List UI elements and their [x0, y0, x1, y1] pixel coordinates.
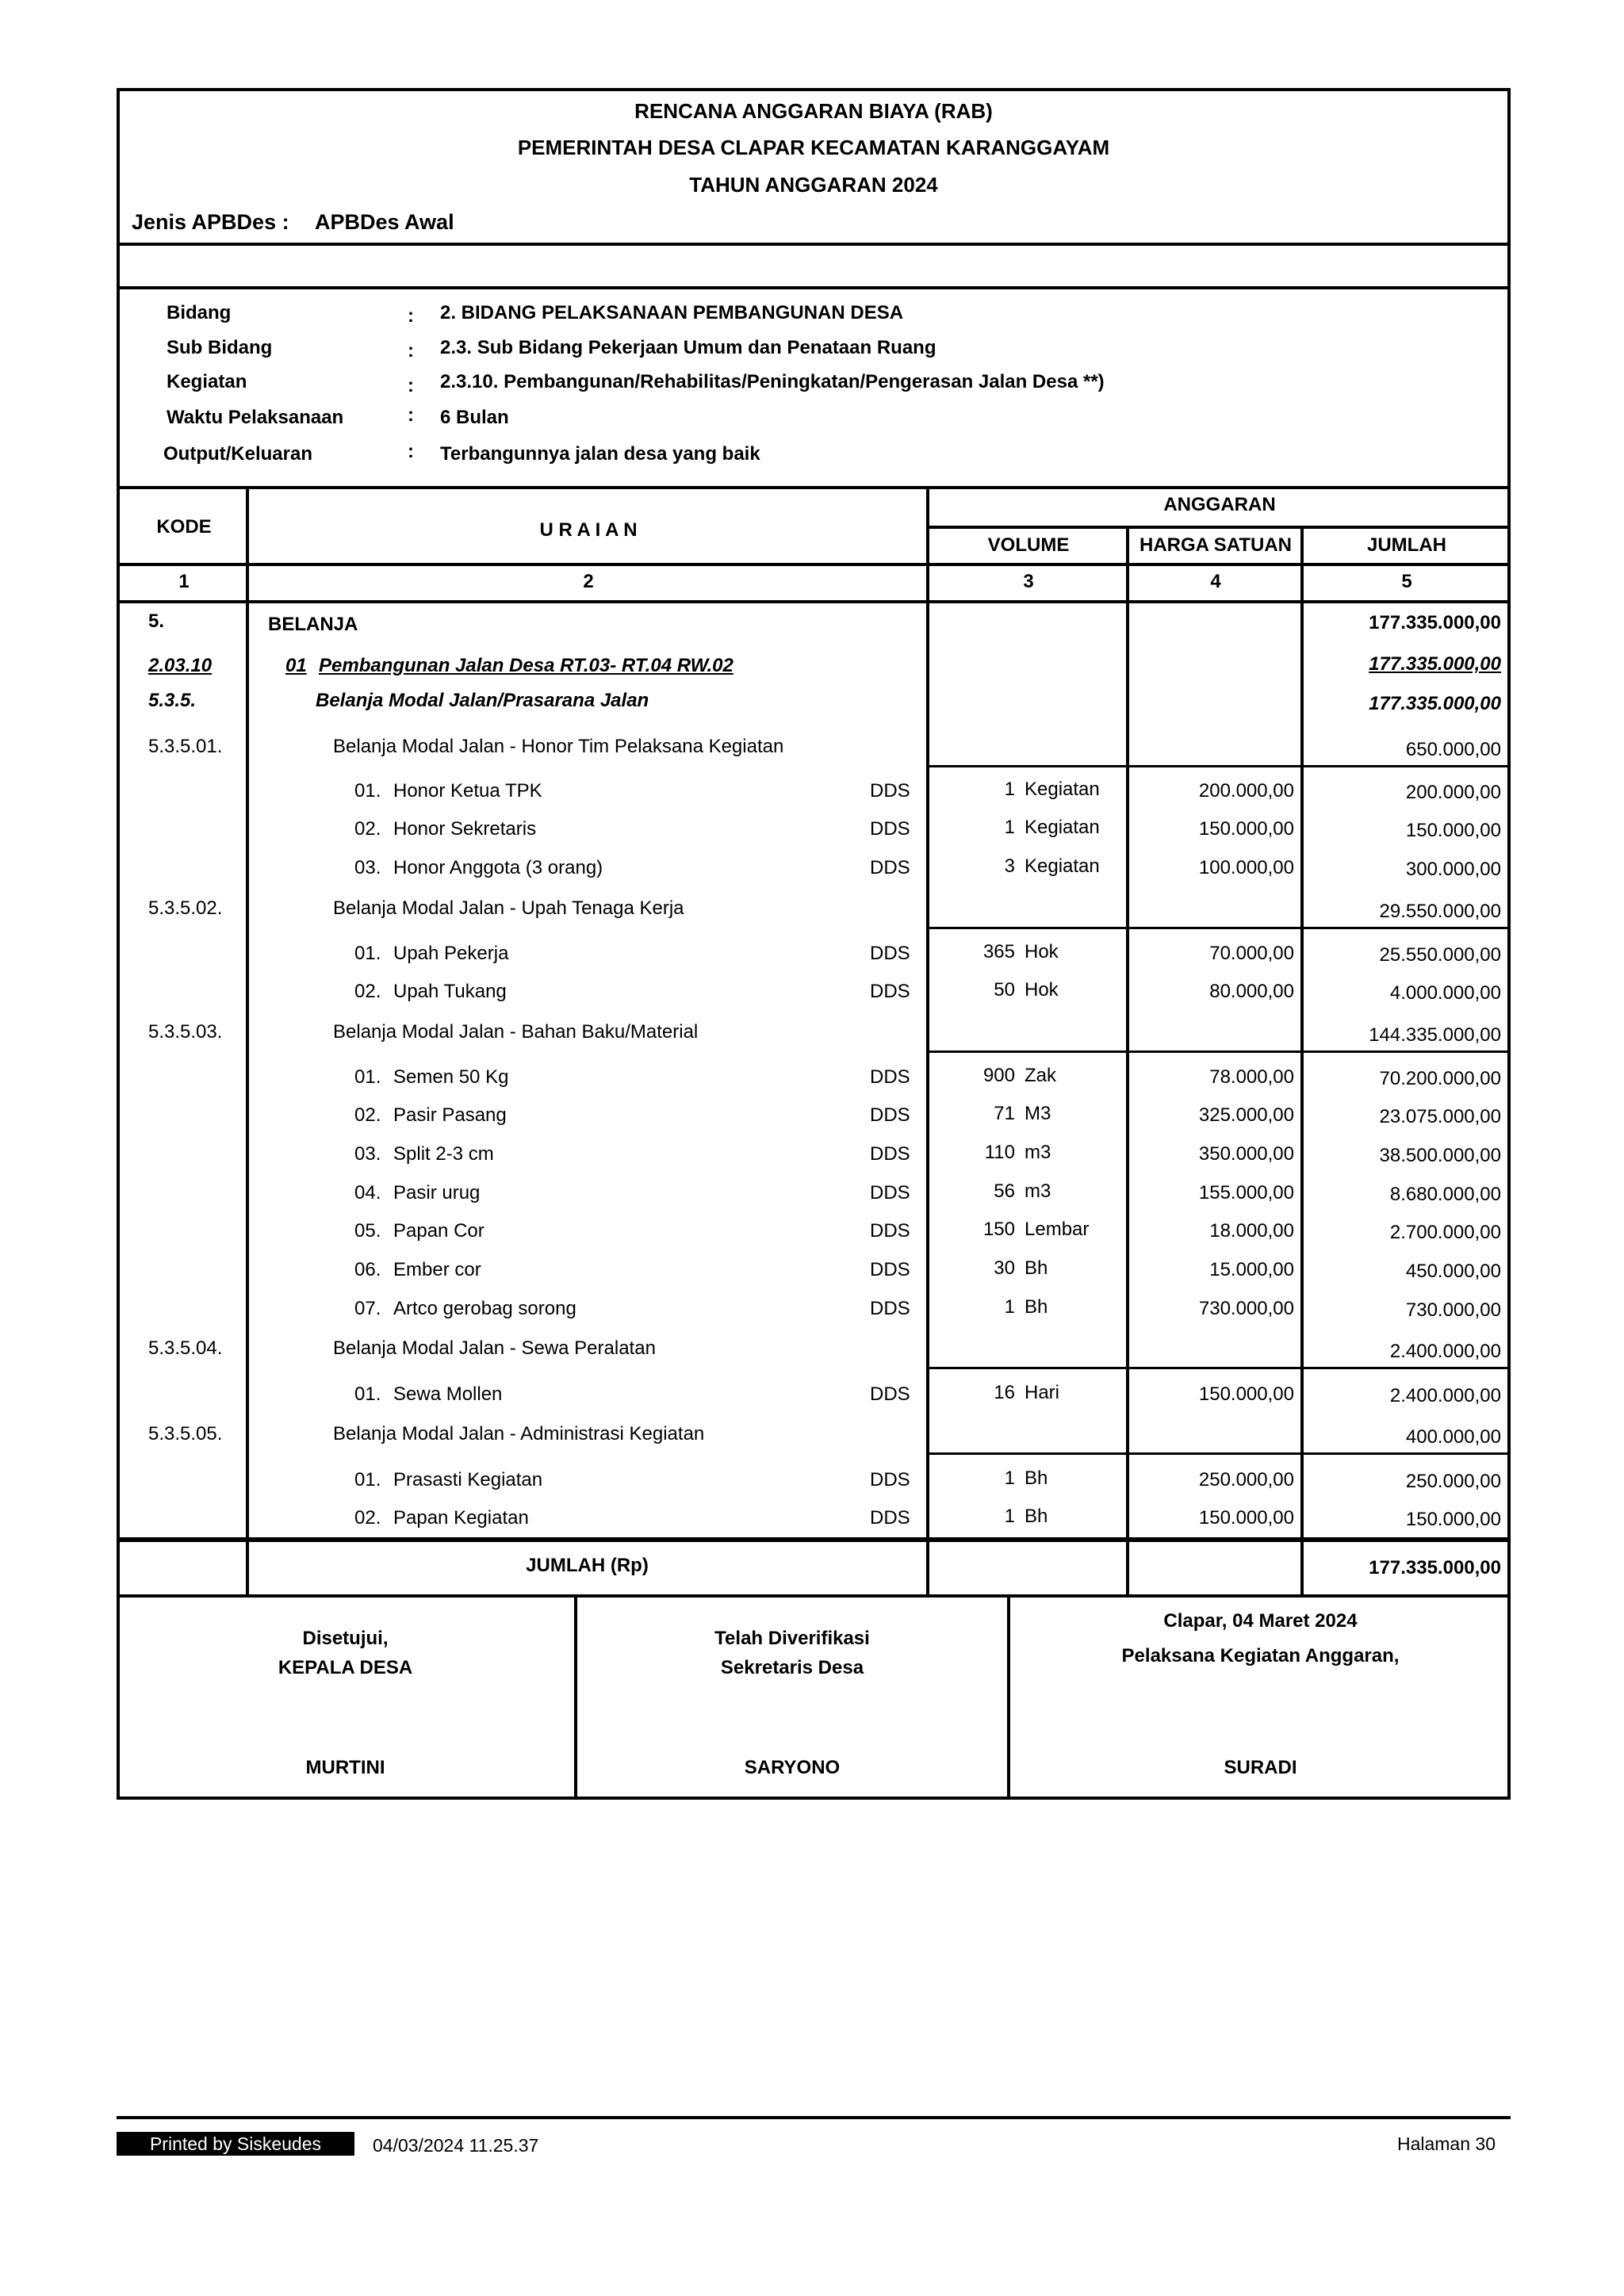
item-volume: 50	[994, 979, 1015, 1001]
item-jumlah: 25.550.000,00	[1379, 944, 1501, 966]
info-value-bidang: 2. BIDANG PELAKSANAAN PEMBANGUNAN DESA	[440, 302, 904, 323]
col-number: 4	[1210, 571, 1221, 592]
group-uraian: Belanja Modal Jalan - Honor Tim Pelaksana Kegiatan	[333, 736, 784, 757]
item-unit: M3	[1025, 1103, 1051, 1124]
col-number: 1	[178, 571, 190, 592]
item-unit: Hari	[1025, 1382, 1060, 1403]
item-harga: 150.000,00	[1198, 1507, 1294, 1529]
group-rule	[926, 927, 1511, 929]
group-jumlah: 144.335.000,00	[1369, 1024, 1501, 1046]
item-harga: 150.000,00	[1198, 818, 1294, 840]
item-jumlah: 38.500.000,00	[1379, 1145, 1501, 1166]
item-unit: Lembar	[1025, 1219, 1090, 1240]
item-name: Split 2-3 cm	[393, 1143, 494, 1165]
item-volume: 30	[994, 1257, 1015, 1279]
item-source: DDS	[870, 1220, 910, 1242]
group-uraian: Belanja Modal Jalan - Bahan Baku/Material	[333, 1021, 699, 1043]
group-jumlah: 650.000,00	[1405, 739, 1501, 760]
item-unit: Kegiatan	[1025, 779, 1100, 800]
item-no: 03.	[354, 857, 381, 878]
signature-caption: Disetujui,	[302, 1628, 389, 1649]
info-value-subbidang: 2.3. Sub Bidang Pekerjaan Umum dan Penataan Ruang	[440, 337, 936, 358]
item-volume: 1	[1004, 1506, 1015, 1527]
item-harga: 70.000,00	[1209, 943, 1294, 964]
item-harga: 78.000,00	[1209, 1066, 1294, 1088]
item-no: 02.	[354, 981, 381, 1002]
item-jumlah: 300.000,00	[1405, 859, 1501, 880]
group-jumlah: 29.550.000,00	[1379, 901, 1501, 922]
item-harga: 80.000,00	[1209, 981, 1294, 1002]
item-jumlah: 70.200.000,00	[1379, 1068, 1501, 1089]
item-no: 07.	[354, 1298, 381, 1319]
jenis-label: Jenis APBDes :	[132, 210, 289, 234]
item-name: Artco gerobag sorong	[393, 1298, 576, 1319]
item-volume: 365	[982, 941, 1015, 962]
item-no: 01.	[354, 1383, 381, 1405]
group-kode: 5.3.5.05.	[148, 1423, 223, 1445]
info-sep: :	[408, 404, 414, 426]
item-no: 05.	[354, 1220, 381, 1242]
item-no: 04.	[354, 1182, 381, 1203]
col-header-harga: HARGA SATUAN	[1139, 534, 1292, 556]
item-no: 01.	[354, 943, 381, 964]
item-source: DDS	[870, 1383, 910, 1405]
item-name: Honor Sekretaris	[393, 818, 537, 840]
item-source: DDS	[870, 1298, 910, 1319]
info-label-kegiatan: Kegiatan	[167, 371, 247, 392]
item-name: Prasasti Kegiatan	[393, 1469, 543, 1490]
item-harga: 200.000,00	[1198, 780, 1294, 802]
printed-by-badge: Printed by Siskeudes	[117, 2132, 354, 2156]
jenis-uraian: Belanja Modal Jalan/Prasarana Jalan	[316, 690, 649, 711]
item-unit: Bh	[1025, 1506, 1048, 1527]
divider	[117, 1537, 1511, 1542]
total-label: JUMLAH (Rp)	[526, 1555, 649, 1576]
col-header-jumlah: JUMLAH	[1367, 534, 1446, 556]
item-jumlah: 8.680.000,00	[1389, 1184, 1501, 1205]
group-uraian: Belanja Modal Jalan - Administrasi Kegiatan	[333, 1423, 705, 1445]
group-kode: 5.3.5.01.	[148, 736, 223, 757]
kegiatan-uraian: Pembangunan Jalan Desa RT.03- RT.04 RW.02	[319, 655, 733, 676]
item-harga: 15.000,00	[1209, 1259, 1294, 1280]
item-name: Honor Anggota (3 orang)	[393, 857, 603, 878]
item-name: Sewa Mollen	[393, 1383, 503, 1405]
kegiatan-jumlah: 177.335.000,00	[1369, 653, 1501, 675]
item-source: DDS	[870, 1469, 910, 1490]
group-jumlah: 400.000,00	[1405, 1426, 1501, 1448]
jenis-kode: 5.3.5.	[148, 690, 197, 711]
info-label-waktu: Waktu Pelaksanaan	[167, 407, 344, 428]
item-unit: Zak	[1025, 1065, 1057, 1086]
item-harga: 250.000,00	[1198, 1469, 1294, 1490]
col-number: 5	[1401, 571, 1412, 592]
info-value-waktu: 6 Bulan	[440, 407, 509, 428]
item-name: Semen 50 Kg	[393, 1066, 509, 1088]
item-volume: 1	[1004, 779, 1015, 800]
item-unit: Kegiatan	[1025, 855, 1100, 877]
kegiatan-no: 01	[285, 655, 307, 676]
col-header-anggaran: ANGGARAN	[1163, 494, 1276, 515]
item-volume: 900	[982, 1065, 1015, 1086]
divider	[117, 286, 1511, 289]
item-jumlah: 23.075.000,00	[1379, 1106, 1501, 1127]
group-kode: 5.3.5.02.	[148, 897, 223, 919]
item-harga: 350.000,00	[1198, 1143, 1294, 1165]
title-rab: RENCANA ANGGARAN BIAYA (RAB)	[634, 99, 993, 123]
signature-name: MURTINI	[305, 1757, 385, 1778]
col-header-volume: VOLUME	[987, 534, 1070, 556]
item-jumlah: 450.000,00	[1405, 1261, 1501, 1282]
item-unit: m3	[1025, 1181, 1051, 1202]
item-source: DDS	[870, 1182, 910, 1203]
column-rule	[926, 486, 929, 1596]
item-source: DDS	[870, 1507, 910, 1529]
item-source: DDS	[870, 943, 910, 964]
group-rule	[926, 1050, 1511, 1053]
item-no: 02.	[354, 1104, 381, 1126]
item-name: Pasir urug	[393, 1182, 481, 1203]
belanja-uraian: BELANJA	[268, 614, 358, 635]
column-rule	[246, 486, 249, 1596]
item-harga: 325.000,00	[1198, 1104, 1294, 1126]
info-label-output: Output/Keluaran	[163, 443, 313, 465]
item-jumlah: 2.700.000,00	[1389, 1222, 1501, 1243]
item-source: DDS	[870, 818, 910, 840]
item-source: DDS	[870, 981, 910, 1002]
item-name: Ember cor	[393, 1259, 481, 1280]
item-volume: 1	[1004, 817, 1015, 838]
signature-title: Pelaksana Kegiatan Anggaran,	[1121, 1645, 1400, 1667]
signature-title: Sekretaris Desa	[720, 1657, 864, 1678]
item-no: 01.	[354, 1469, 381, 1490]
divider	[117, 243, 1511, 246]
info-sep: :	[408, 441, 414, 462]
info-sep: :	[408, 375, 414, 396]
column-rule	[1300, 526, 1304, 1596]
item-jumlah: 4.000.000,00	[1389, 982, 1501, 1004]
printed-timestamp: 04/03/2024 11.25.37	[373, 2135, 539, 2156]
item-no: 02.	[354, 1507, 381, 1529]
col-number: 2	[583, 571, 594, 592]
divider	[117, 1594, 1511, 1598]
item-source: DDS	[870, 1259, 910, 1280]
item-name: Pasir Pasang	[393, 1104, 507, 1126]
group-kode: 5.3.5.04.	[148, 1337, 223, 1359]
item-volume: 110	[984, 1142, 1015, 1163]
group-kode: 5.3.5.03.	[148, 1021, 223, 1043]
item-harga: 18.000,00	[1209, 1220, 1294, 1242]
item-unit: m3	[1025, 1142, 1051, 1163]
info-label-subbidang: Sub Bidang	[167, 337, 273, 358]
item-volume: 56	[994, 1181, 1015, 1202]
item-name: Papan Kegiatan	[393, 1507, 529, 1529]
signature-name: SARYONO	[744, 1757, 841, 1778]
info-sep: :	[408, 340, 414, 362]
col-header-uraian: U R A I A N	[539, 519, 638, 541]
item-jumlah: 250.000,00	[1405, 1471, 1501, 1492]
group-jumlah: 2.400.000,00	[1389, 1341, 1501, 1362]
item-jumlah: 150.000,00	[1405, 1509, 1501, 1530]
item-no: 01.	[354, 780, 381, 802]
item-source: DDS	[870, 780, 910, 802]
info-sep: :	[408, 305, 414, 327]
item-harga: 100.000,00	[1198, 857, 1294, 878]
item-name: Papan Cor	[393, 1220, 485, 1242]
item-jumlah: 150.000,00	[1405, 820, 1501, 841]
col-number: 3	[1023, 571, 1034, 592]
item-source: DDS	[870, 1104, 910, 1126]
item-name: Upah Pekerja	[393, 943, 509, 964]
group-rule	[926, 1452, 1511, 1455]
group-rule	[926, 765, 1511, 767]
col-header-kode: KODE	[156, 516, 212, 538]
signature-date: Clapar, 04 Maret 2024	[1163, 1610, 1358, 1632]
signature-name: SURADI	[1224, 1757, 1297, 1778]
item-jumlah: 2.400.000,00	[1389, 1385, 1501, 1406]
total-value: 177.335.000,00	[1369, 1557, 1501, 1578]
group-uraian: Belanja Modal Jalan - Upah Tenaga Kerja	[333, 897, 684, 919]
item-no: 03.	[354, 1143, 381, 1165]
item-unit: Bh	[1025, 1468, 1048, 1489]
belanja-jumlah: 177.335.000,00	[1369, 612, 1501, 633]
page-number: Halaman 30	[1396, 2133, 1496, 2154]
info-value-output: Terbangunnya jalan desa yang baik	[440, 443, 760, 465]
jenis-value: APBDes Awal	[315, 210, 454, 234]
title-pemerintah: PEMERINTAH DESA CLAPAR KECAMATAN KARANGGAYAM	[517, 136, 1110, 159]
item-harga: 150.000,00	[1198, 1383, 1294, 1405]
item-jumlah: 730.000,00	[1405, 1299, 1501, 1321]
signature-caption: Telah Diverifikasi	[714, 1628, 870, 1649]
signature-title: KEPALA DESA	[278, 1657, 413, 1678]
footer-rule	[117, 2116, 1511, 2119]
item-volume: 16	[994, 1382, 1015, 1403]
item-volume: 3	[1004, 855, 1015, 877]
item-volume: 71	[994, 1103, 1015, 1124]
item-volume: 1	[1004, 1296, 1015, 1318]
item-volume: 1	[1004, 1468, 1015, 1489]
item-unit: Bh	[1025, 1257, 1048, 1279]
item-name: Honor Ketua TPK	[393, 780, 542, 802]
kegiatan-kode: 2.03.10	[148, 655, 213, 676]
item-source: DDS	[870, 1066, 910, 1088]
item-source: DDS	[870, 857, 910, 878]
belanja-kode: 5.	[148, 610, 165, 632]
info-value-kegiatan: 2.3.10. Pembangunan/Rehabilitas/Peningkatan/Pengerasan Jalan Desa **)	[440, 371, 1105, 392]
item-jumlah: 200.000,00	[1405, 782, 1501, 803]
group-uraian: Belanja Modal Jalan - Sewa Peralatan	[333, 1337, 656, 1359]
divider	[117, 486, 1511, 489]
item-unit: Hok	[1025, 941, 1059, 962]
item-name: Upah Tukang	[393, 981, 507, 1002]
item-harga: 730.000,00	[1198, 1298, 1294, 1319]
title-tahun: TAHUN ANGGARAN 2024	[689, 173, 938, 197]
item-no: 01.	[354, 1066, 381, 1088]
item-source: DDS	[870, 1143, 910, 1165]
jenis-jumlah: 177.335.000,00	[1369, 693, 1501, 714]
item-unit: Kegiatan	[1025, 817, 1100, 838]
item-no: 06.	[354, 1259, 381, 1280]
group-rule	[926, 1367, 1511, 1369]
item-unit: Bh	[1025, 1296, 1048, 1318]
divider	[929, 526, 1511, 529]
item-no: 02.	[354, 818, 381, 840]
item-harga: 155.000,00	[1198, 1182, 1294, 1203]
item-volume: 150	[982, 1219, 1015, 1240]
item-unit: Hok	[1025, 979, 1059, 1001]
column-rule	[1126, 526, 1129, 1596]
info-label-bidang: Bidang	[167, 302, 232, 323]
